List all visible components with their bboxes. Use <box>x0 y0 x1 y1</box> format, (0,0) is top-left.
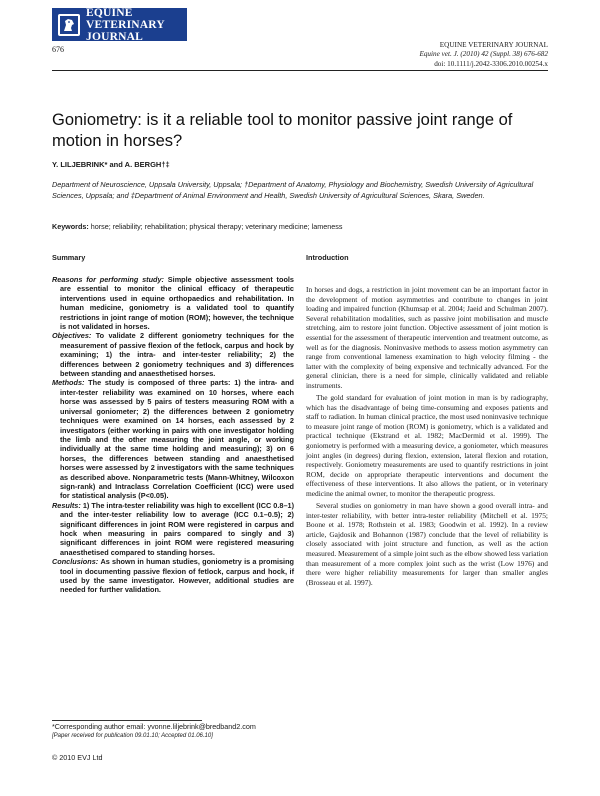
methods-label: Methods: <box>52 378 85 388</box>
authors: Y. LILJEBRINK* and A. BERGH†‡ <box>52 160 170 169</box>
keywords-list: horse; reliability; rehabilitation; physical therapy; veterinary medicine; lameness <box>90 222 343 231</box>
header-divider <box>52 70 548 71</box>
citation-volume: Equine vet. J. (2010) 42 (Suppl. 38) 676-682 <box>419 50 548 59</box>
summary-results <box>52 501 294 557</box>
article-title: Goniometry: is it a reliable tool to monitor passive joint range of motion in horses? <box>52 111 513 150</box>
introduction-heading: Introduction <box>306 253 349 262</box>
journal-banner <box>52 8 187 41</box>
summary-methods <box>52 378 294 500</box>
methods-text: The study is composed of three parts: 1) the intra- and inter-tester reliability was examined on 10 horses, where each horse was assessed by 5 pairs of testers measuring ROM with a universal goniometer; 2) the differences between 2 goniometry techniques were examined on 14 horses, each assessed by 2 investigators (either working in pairs with one investigator holding the limb and the other measuring the joint angle, or working individually at the same time holding and measuring); 3) on 6 horses, the differences between standing and anaesthetised horses were assessed by 2 investigators with the same techniques as described above. Nonparametric tests (Mann-Whitney, Wilcoxon sign-rank) and Intraclass Correlation Coefficient (ICC) were used for statistical analysis (P<0.05). <box>60 378 294 501</box>
results-label: Results: <box>52 500 81 510</box>
keywords <box>52 222 552 231</box>
conclusions-text: As shown in human studies, goniometry is a promising tool in documenting passive flexion of fetlock, carpus and hock, if used by the same investigator. However, additional studies are needed for further validation. <box>60 557 294 595</box>
conclusions-label: Conclusions: <box>52 557 99 567</box>
intro-paragraph-3: Several studies on goniometry in man have shown a good overall intra- and inter-tester reliability, with better intra-tester reliability (Mitchell et al. 1975; Boone et al. 1978; Rothstein et al. 1983; Goodwin et al. 1992). In a review article, Gajdosik and Bohannon (1987) conclude that the level of reliability is closely associated with joint structure and function, as well as the action measured. Measurement of a simple joint such as the elbow showed less variation than measurement of a more complex joint such as the wrist (Low 1976) and there were higher reliability measurements for larger than smaller angles (Brosseau et al. 1997). <box>306 501 548 587</box>
objectives-text: To validate 2 different goniometry techniques for the measurement of passive flexion of the fetlock, carpus and hock by examining; 1) the intra- and inter-tester reliability; 2) the differences between 2 goniometry techniques and 3) differences between standing and anaesthetised horses. <box>60 331 295 379</box>
citation-doi: doi: 10.1111/j.2042-3306.2010.00254.x <box>434 59 548 68</box>
citation-block <box>328 41 548 69</box>
reasons-label: Reasons for performing study: <box>52 275 164 284</box>
results-text: 1) The intra-tester reliability was high to excellent (ICC 0.8–1) and the inter-tester reliability low to average (ICC 0.1–0.5); 2) significant differences in joint ROM were registered in carpus and hock when measuring in pairs compared to singly and 3) significant differences in joint ROM were registered measuring anaesthetised compared to standing horses. <box>60 500 294 557</box>
introduction-body <box>306 276 548 590</box>
journal-name <box>86 7 187 43</box>
footnote-divider <box>52 720 202 721</box>
journal-name-line1: EQUINE VETERINARY <box>86 6 165 31</box>
copyright: © 2010 EVJ Ltd <box>52 753 103 762</box>
intro-paragraph-1: In horses and dogs, a restriction in joint movement can be an important factor in the development of motion asymmetries and contribute to changes in joint loading and impaired function (Khumsap et al. 2004; Jaeid and Schulman 2007). Several rehabilitation modalities, such as passive joint mobilisation and muscle stretching, aim to restore joint function. Objective assessment of joint motion is essential for the assessment of therapeutic intervention and treatment outcome, as well as for the diagnosis. Noninvasive methods to assess motion asymmetry can range from conventional lameness examination to high velocity filming - the latter with the complexity of being expensive and technically advanced. For the general clinician, there is a need for simple, clinically validated and reliable instruments. <box>306 285 548 390</box>
citation-journal: EQUINE VETERINARY JOURNAL <box>439 41 548 49</box>
summary-heading: Summary <box>52 253 86 262</box>
keywords-label: Keywords: <box>52 222 89 231</box>
horse-head-logo-icon <box>58 14 80 36</box>
objectives-label: Objectives: <box>52 331 92 341</box>
summary-objectives <box>52 331 294 378</box>
summary-conclusions <box>52 557 294 595</box>
page-number: 676 <box>52 45 64 54</box>
summary-reasons <box>52 275 294 331</box>
received-dates: [Paper received for publication 09.01.10; Accepted 01.06.10] <box>52 733 213 739</box>
summary-abstract <box>52 275 294 595</box>
reasons-text: Simple objective assessment tools are essential to monitor the clinical efficacy of therapeutic interventions used in equine orthopaedics and rehabilitation. In human medicine, goniometry is a validated tool to quantify restrictions in joint range of motion (ROM); however, the technique is not validated in horses. <box>60 275 294 332</box>
journal-name-line2: JOURNAL <box>86 30 143 43</box>
corresponding-author: *Corresponding author email: yvonne.liljebrink@bredband2.com <box>52 722 256 731</box>
affiliations: Department of Neuroscience, Uppsala University, Uppsala; †Department of Anatomy, Physiology and Biochemistry, Swedish University of Agricultural Sciences, Uppsala; and ‡Department of Animal Environment and Health, Swedish University of Agricultural Sciences, Skara, Sweden. <box>52 180 534 200</box>
intro-paragraph-2: The gold standard for evaluation of joint motion in man is by radiography, which has the disadvantage of being time-consuming and exposes patients and staff to radiation. In human clinical practice, the most used noninvasive technique to measure joint range of motion (ROM) is goniometry, which is a validated and practical technique (Ekstrand et al. 1982; MacDermid et al. 1999). The goniometry is performed with a measuring device, a goniometer, which measures joint angles (in degrees) during flexion, extension, lateral flexion and rotation, respectively. Goniometry measurements are used to quantify restrictions in joint ROM, decide on appropriate therapeutic interventions and document the effectiveness of these interventions. It also allows the patient, or in veterinary medicine the animal owner, to monitor the therapeutic progress. <box>306 393 548 498</box>
